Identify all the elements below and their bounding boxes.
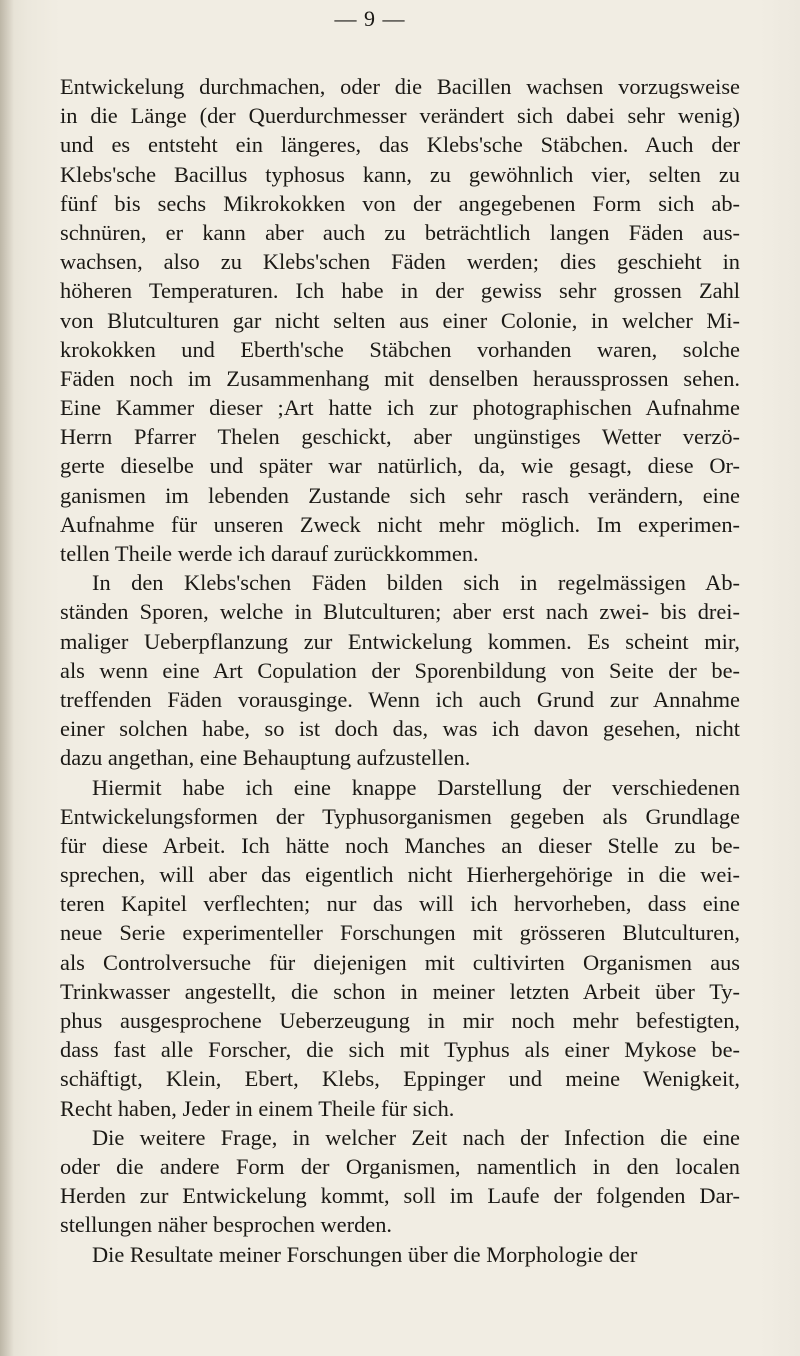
text-line: und es entsteht ein längeres, das Klebs'sche Stäbchen. Auch der xyxy=(60,132,740,158)
text-line: ständen Sporen, welche in Blutculturen; aber erst nach zwei- bis drei- xyxy=(60,599,740,625)
text-line: Herrn Pfarrer Thelen geschickt, aber ungünstiges Wetter verzö- xyxy=(60,424,740,450)
text-line: Entwickelungsformen der Typhusorganismen gegeben als Grundlage xyxy=(60,803,740,829)
text-line: stellungen näher besprochen werden. xyxy=(60,1212,393,1238)
text-line: maliger Ueberpflanzung zur Entwickelung kommen. Es scheint mir, xyxy=(60,628,740,654)
text-line: neue Serie experimenteller Forschungen mit grösseren Blutculturen, xyxy=(60,920,740,946)
paragraph-first-line: Die weitere Frage, in welcher Zeit nach der Infection die eine xyxy=(92,1124,740,1150)
paragraph-first-line: In den Klebs'schen Fäden bilden sich in regelmässigen Ab- xyxy=(92,570,740,596)
text-line: schäftigt, Klein, Ebert, Klebs, Eppinger und meine Wenigkeit, xyxy=(60,1066,740,1092)
text-line: einer solchen habe, so ist doch das, was ich davon gesehen, nicht xyxy=(60,716,740,742)
text-line: von Blutculturen gar nicht selten aus einer Colonie, in welcher Mi- xyxy=(60,307,740,333)
text-line: sprechen, will aber das eigentlich nicht Hierhergehörige in die wei- xyxy=(60,862,740,888)
text-line: in die Länge (der Querdurchmesser verändert sich dabei sehr wenig) xyxy=(60,103,740,129)
text-line: als Controlversuche für diejenigen mit cultivirten Organismen aus xyxy=(60,949,740,975)
text-line: höheren Temperaturen. Ich habe in der gewiss sehr grossen Zahl xyxy=(60,278,740,304)
text-line: oder die andere Form der Organismen, namentlich in den localen xyxy=(60,1153,740,1179)
text-line: dass fast alle Forscher, die sich mit Typhus als einer Mykose be- xyxy=(60,1037,740,1063)
body-text xyxy=(60,72,740,1269)
paragraph-first-line: Die Resultate meiner Forschungen über die Morphologie der xyxy=(92,1241,638,1267)
text-line: gerte dieselbe und später war natürlich, da, wie gesagt, diese Or- xyxy=(60,453,740,479)
text-line: Klebs'sche Bacillus typhosus kann, zu gewöhnlich vier, selten zu xyxy=(60,161,740,187)
text-line: krokokken und Eberth'sche Stäbchen vorhanden waren, solche xyxy=(60,336,740,362)
text-line: Trinkwasser angestellt, die schon in meiner letzten Arbeit über Ty- xyxy=(60,978,740,1004)
text-line: Entwickelung durchmachen, oder die Bacillen wachsen vorzugsweise xyxy=(60,74,740,99)
text-line: Fäden noch im Zusammenhang mit denselben heraussprossen sehen. xyxy=(60,365,740,391)
text-line: treffenden Fäden vorausginge. Wenn ich auch Grund zur Annahme xyxy=(60,686,740,712)
text-line: als wenn eine Art Copulation der Sporenbildung von Seite der be- xyxy=(60,657,740,683)
page-number: — 9 — xyxy=(334,6,406,31)
binding-shadow xyxy=(0,0,14,1356)
text-line: schnüren, er kann aber auch zu beträchtlich langen Fäden aus- xyxy=(60,219,740,245)
paragraph-first-line: Hiermit habe ich eine knappe Darstellung der verschiedenen xyxy=(92,774,740,800)
text-line: Recht haben, Jeder in einem Theile für sich. xyxy=(60,1095,455,1121)
text-line: fünf bis sechs Mikrokokken von der angegebenen Form sich ab- xyxy=(60,190,740,216)
text-line: tellen Theile werde ich darauf zurückkommen. xyxy=(60,541,479,566)
text-line: ganismen im lebenden Zustande sich sehr rasch verändern, eine xyxy=(60,482,740,508)
text-line: wachsen, also zu Klebs'schen Fäden werden; dies geschieht in xyxy=(60,249,740,275)
text-line: Herden zur Entwickelung kommt, soll im Laufe der folgenden Dar- xyxy=(60,1183,740,1209)
text-line: Aufnahme für unseren Zweck nicht mehr möglich. Im experimen- xyxy=(60,511,740,537)
text-line: phus ausgesprochene Ueberzeugung in mir noch mehr befestigten, xyxy=(60,1008,740,1033)
text-line: teren Kapitel verflechten; nur das will ich hervorheben, dass eine xyxy=(60,891,740,917)
text-line: dazu angethan, eine Behauptung aufzustellen. xyxy=(60,745,471,771)
text-line: für diese Arbeit. Ich hätte noch Manches an dieser Stelle zu be- xyxy=(60,832,740,858)
text-line: Eine Kammer dieser ;Art hatte ich zur photographischen Aufnahme xyxy=(60,395,740,421)
